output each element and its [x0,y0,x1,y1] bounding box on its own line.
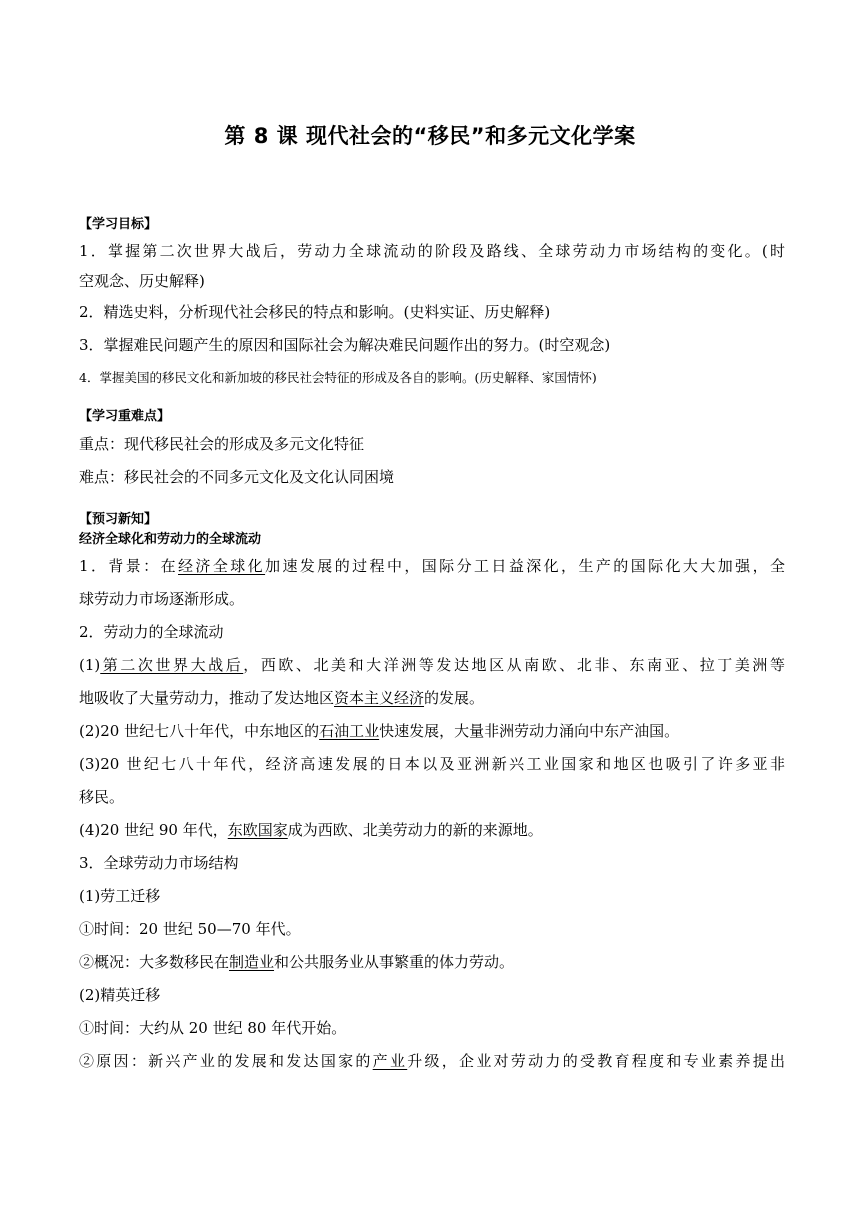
labor-flow-3-line-2: 移民。 [79,788,125,806]
labor-flow-2: (2)20 世纪七八十年代，中东地区的石油工业快速发展，大量非洲劳动力涌向中东产油国。 [79,722,680,740]
preview-heading: 【预习新知】 [79,512,158,527]
term-post-wwii: 第二次世界大战后 [100,656,244,674]
labor-migration-heading: (1)劳工迁移 [79,887,161,905]
keypoints-heading: 【学习重难点】 [79,409,171,424]
objective-4: 4．掌握美国的移民文化和新加坡的移民社会特征的形成及各自的影响。(历史解释、家国情怀) [79,370,597,385]
labor-flow-1-line-1: (1)第二次世界大战后，西欧、北美和大洋洲等发达地区从南欧、北非、东南亚、拉丁美洲等 [79,656,785,674]
labor-flow-4: (4)20 世纪 90 年代，东欧国家成为西欧、北美劳动力的新的来源地。 [79,821,543,839]
preview-subheading: 经济全球化和劳动力的全球流动 [79,532,262,547]
term-oil-industry: 石油工业 [319,722,380,740]
term-manufacturing: 制造业 [229,953,275,971]
page-title: 第 8 课 现代社会的“移民”和多元文化学案 [224,124,636,148]
difficulty-point: 难点：移民社会的不同多元文化及文化认同困境 [79,468,395,486]
term-economic-globalization: 经济全球化 [178,557,266,575]
focus-point: 重点：现代移民社会的形成及多元文化特征 [79,435,365,453]
labor-flow-3-line-1: (3)20 世纪七八十年代，经济高速发展的日本以及亚洲新兴工业国家和地区也吸引了许多亚非 [79,755,785,773]
term-eastern-europe: 东欧国家 [227,821,288,839]
labor-migration-time: ①时间：20 世纪 50—70 年代。 [79,920,301,938]
objective-3: 3．掌握难民问题产生的原因和国际社会为解决难民问题作出的努力。(时空观念) [79,336,611,354]
objective-1-line-2: 空观念、历史解释) [79,272,205,290]
labor-migration-overview: ②概况：大多数移民在制造业和公共服务业从事繁重的体力劳动。 [79,953,515,971]
elite-migration-reason: ②原因：新兴产业的发展和发达国家的产业升级，企业对劳动力的受教育程度和专业素养提出 [79,1052,785,1070]
term-capitalist-economy: 资本主义经济 [334,689,425,707]
term-industry: 产业 [372,1052,408,1070]
objective-2: 2．精选史料，分析现代社会移民的特点和影响。(史料实证、历史解释) [79,303,551,321]
market-structure-heading: 3．全球劳动力市场结构 [79,854,239,872]
background-line-2: 球劳动力市场逐渐形成。 [79,590,245,608]
labor-flow-1-line-2: 地吸收了大量劳动力，推动了发达地区资本主义经济的发展。 [79,689,485,707]
objectives-heading: 【学习目标】 [79,217,158,232]
objective-1-line-1: 1．掌握第二次世界大战后，劳动力全球流动的阶段及路线、全球劳动力市场结构的变化。(时 [79,242,785,260]
elite-migration-time: ①时间：大约从 20 世纪 80 年代开始。 [79,1019,347,1037]
background-line-1: 1．背景：在经济全球化加速发展的过程中，国际分工日益深化，生产的国际化大大加强，全 [79,557,785,575]
document-body [79,214,785,1078]
elite-migration-heading: (2)精英迁移 [79,986,161,1004]
labor-flow-heading: 2．劳动力的全球流动 [79,623,224,641]
